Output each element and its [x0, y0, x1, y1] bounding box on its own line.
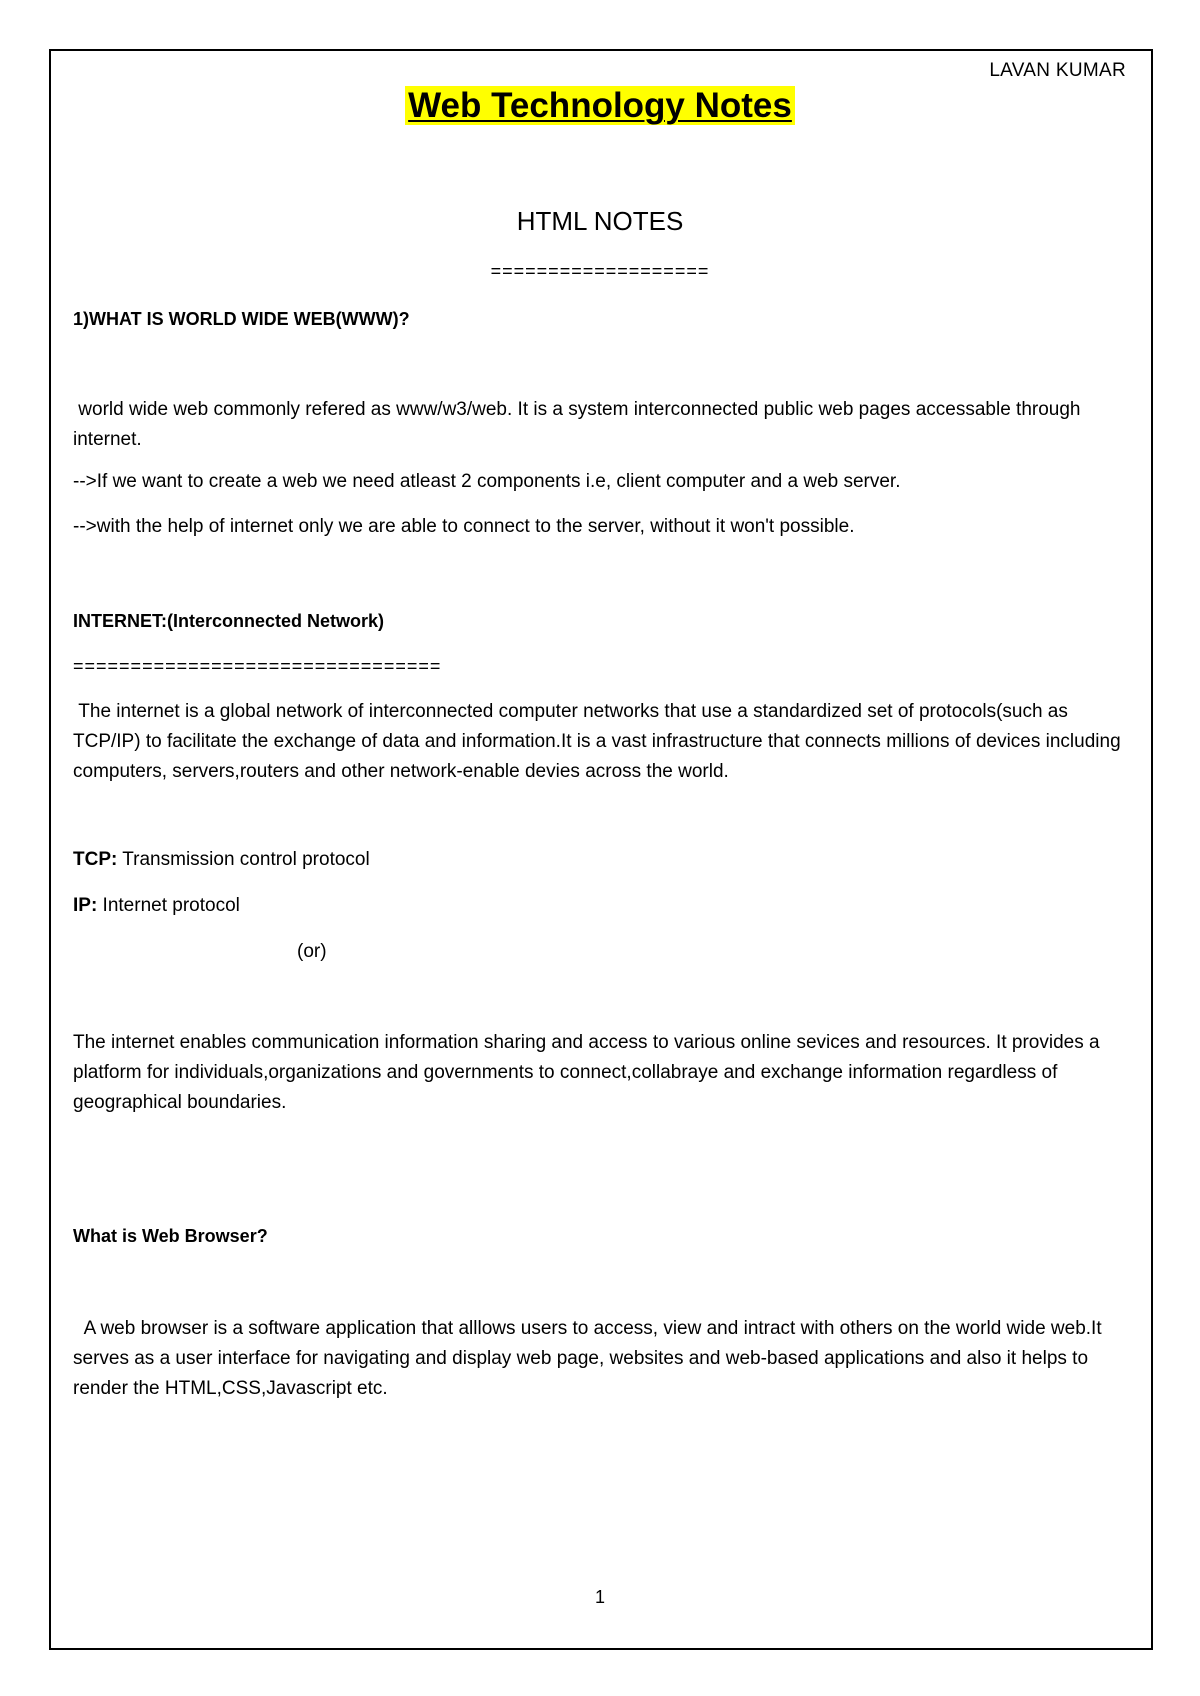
section-divider: ===================: [490, 261, 710, 281]
ip-text: Internet protocol: [97, 895, 240, 916]
tcp-text: Transmission control protocol: [117, 849, 370, 870]
www-point-1: -->If we want to create a web we need atleast 2 components i.e, client computer and a web server.: [73, 471, 901, 492]
internet-paragraph: The internet is a global network of interconnected computer networks that use a standardized set of protocols(such as TCP/IP) to facilitate the exchange of data and information.It is a vast infrastructure that connects millions of devices including computers, servers,routers and other network-enable devies across the world.: [73, 701, 1126, 782]
www-paragraph: world wide web commonly refered as www/w3/web. It is a system interconnected public web pages accessable through internet.: [73, 399, 1086, 450]
internet-heading: INTERNET:(Interconnected Network): [73, 611, 385, 631]
author-name: LAVAN KUMAR: [989, 60, 1126, 81]
or-separator: (or): [297, 941, 327, 962]
document-title-wrapper: [0, 86, 1200, 126]
ip-definition: [73, 895, 240, 917]
browser-heading: What is Web Browser?: [73, 1226, 268, 1246]
internet-divider: ================================: [73, 656, 442, 676]
tcp-label: TCP:: [73, 849, 118, 870]
browser-paragraph: A web browser is a software application that alllows users to access, view and intract with others on the world wide web.It serves as a user interface for navigating and display web page, websites and web-based applications and also it helps to render the HTML,CSS,Javascript etc.: [73, 1318, 1107, 1399]
ip-label: IP:: [73, 895, 98, 916]
section-title: HTML NOTES: [516, 206, 684, 236]
page-number: 1: [594, 1587, 605, 1607]
document-title: Web Technology Notes: [405, 86, 795, 125]
www-heading: 1)WHAT IS WORLD WIDE WEB(WWW)?: [73, 309, 410, 329]
tcp-definition: [73, 849, 370, 871]
www-point-2: -->with the help of internet only we are able to connect to the server, without it won't possible.: [73, 516, 855, 537]
internet-paragraph-2: The internet enables communication information sharing and access to various online sevices and resources. It provides a platform for individuals,organizations and governments to connect,collabraye and exchange information regardless of geographical boundaries.: [73, 1032, 1100, 1113]
